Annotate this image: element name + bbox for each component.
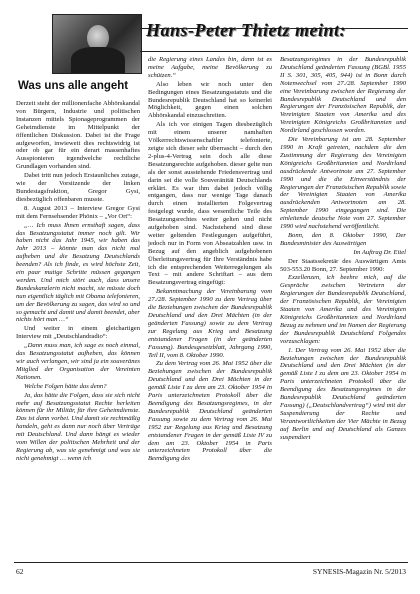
paragraph: Und weiter in einem gleichartigen Interview mit „Deutschlandradio“:	[16, 325, 140, 341]
author-photo-body	[71, 47, 125, 74]
paragraph: Der Staatssekretär des Auswärtigen Amts 503-553.20 Bonn, 27. September 1990:	[280, 257, 406, 273]
quote-paragraph: „Dann muss man, ich sage es noch einmal, das Besatzungsstatut aufheben, das können wir auch verlangen, wir sind ja ein souveränes Mitglied der Organisation der Vereinten Nationen.	[16, 342, 140, 381]
quote-paragraph: die Regierung eines Landes bin, dann ist es meine Aufgabe, meine Bevölkerung zu schützen.“	[148, 56, 272, 79]
column-2	[148, 56, 272, 556]
legal-paragraph: Besatzungsregimes in der Bundesrepublik Deutschland geänderten Fassung (BGBl. 1955 II S. 301, 305, 405, 944) ist in Bonn durch Notenwechsel vom 27./28. September 1990 eine Vereinbarung zwischen der Regierung der Bundesrepublik Deutschland und den Regierungen der Französischen Republik, der Vereinigten Staaten von Amerika und des Vereinigten Königreichs Großbritannien und Nordirland geschlossen worden.	[280, 56, 406, 135]
article-heading: Was uns alle angeht	[18, 80, 129, 92]
legal-paragraph: 1. Der Vertrag vom 26. Mai 1952 über die Beziehungen zwischen der Bundesrepublik Deutschland und den Drei Mächten (in der gemäß Liste I zu dem am 23. Oktober 1954 in Paris unterzeichneten Protokoll über die Beendigung des Besatzungsregimes in der Bundesrepublik Deutschland geänderten Fassung) („Deutschlandvertrag“) wird mit der Suspendierung der Rechte und Verantwortlichkeiten der Vier Mächte in Bezug auf Berlin und auf Deutschland als Ganzes suspendiert	[280, 346, 406, 441]
author-photo	[52, 14, 142, 74]
footer-publication: SYNESIS-Magazin Nr. 5/2013	[312, 567, 406, 576]
paragraph: Als ich vor einigen Tagen diesbezüglich mit einem unserer namhaften Völkerrechtswissenschaftler telefonierte, zeigte sich dieser sehr überrascht – durch den 2-plus-4-Vertrag sein doch alle diese Besatzungsrechte aufgehoben. dieser gelte nun als der sonst ausstehende Friedensvertrag und darin sei die volle Souveränität Deutschlands erklärt. Es war ihm dabei jedoch völlig entgangen, dass nur wenige Tage danach durch einen installierten Folgevertrag festgelegt wurde, dass wesentliche Teile des Besatzungsrechtes weiter gelten und nicht aufgehoben sind. Nachstehend sind diese weiter geltenden Festlegungen aufgeführt, jedoch nur in Form von Abseatzahlen usw. in Bezug auf den angeblich aufgehobenen Überleitungsvertrag für Ihre Verständnis habe ich die entsprechenden Weiterregelungen als Text – mit andere Schriftart – aus dem Besatzungsvertrag eingefügt:	[148, 121, 272, 287]
paragraph: Dabei tritt nun jedoch Erstaunliches zutage, wie der Vorsitzende der linken Bundestagsfraktion, Gregor Gysi, diesbezüglich offenbaren musste.	[16, 172, 140, 203]
paragraph: Derzeit steht der millionenfache Abhörskandal von Bürgern, Industrie und politischen Instanzen mittels Spionageprogrammen der Geheimdienste im Mittelpunkt der öffentlichen Diskussion. Dabei ist die Frage aufgeworfen, inwieweit dies rechtswidrig ist oder ob gar für ein derart massenhaftes Ausspionieren irgendwelche rechtliche Grundlagen vorhanden sind.	[16, 100, 140, 171]
legal-paragraph: Die Vereinbarung ist am 28. September 1990 in Kraft getreten, nachdem die den Zustimmung der Regierung des Vereinigten Königreichs Großbritannien und Nordirland ausdrückende Antwortnote am 27. September 1990 und die die Einverständnis der Regierungen der Französischen Republik sowie der Vereinigten Staaten von Amerika ausdrückenden Antwortnoten am 28. September 1990 eingegangen sind. Die einleitende deutsche Note vom 27. September 1990 wird nachstehend veröffentlicht.	[280, 136, 406, 231]
footer-rule	[14, 562, 408, 563]
quote-paragraph: Welche Folgen hätte das denn?	[24, 382, 107, 390]
author-title: Hans-Peter Thietz meint:	[146, 20, 346, 40]
quote-paragraph: Ja, das hätte die Folgen, dass sie sich nicht mehr auf Besatzungsstatut Rechte herleiten können für ihr Militär, für ihre Geheimdienste. Das ist dann vorbei. Und damit sie rechtmäßig handeln, geht es dann nur noch über Verträge mit Deutschland. Und dann hängt es wieder vom Willen der politischen Mehrheit und der Regierung ab, was sie genehmigt und was sie nicht genehmigt … wenn ich	[16, 391, 140, 462]
legal-paragraph: Bekanntmachung der Vereinbarung vom 27./28. September 1990 zu dem Vertrag über die Beziehungen zwischen der Bundesrepublik Deutschland und den Drei Mächten (in der geänderten Fassung) sowie zu dem Vertrag zur Regelung aus Krieg und Besatzung entstandener Fragen (in der geänderten Fassung). Bundesgesetzblatt, Jahrgang 1990, Teil II, vom 8. Oktober 1990.	[148, 288, 272, 359]
column-3	[280, 56, 406, 556]
signature-line: Im Auftrag Dr. Eitel	[353, 248, 406, 256]
legal-paragraph: Exzellenzen, ich beehre mich, auf die Gespräche zwischen Vertretern der Regierungen der Bundesrepublik Deutschland, der Französischen Republik, der Vereinigten Staaten von Amerika und des Vereinigten Königreichs Großbritannien und Nordirland Bezug zu nehmen und im Namen der Regierung der Bundesrepublik Deutschland Folgendes vorzuschlagen:	[280, 274, 406, 345]
legal-paragraph: Zu dem Vertrag vom 26. Mai 1952 über die Beziehungen zwischen der Bundesrepublik Deutschland und den Drei Mächten in der gemäß Liste I zu dem am 23. Oktober 1954 in Paris unterzeichneten Protokoll über die Beendigung des Besatzungsregimes, in der Bundesrepublik Deutschland geänderten Fassung sowie zu dem Vertrag vom 26. Mai 1952 zur Regelung aus Krieg und Besatzung entstandener Fragen in der gemäß Liste IV zu dem am 23. Oktober 1954 in Paris unterzeichneten Protokoll über die Beendigung des	[148, 360, 272, 463]
column-1	[16, 100, 140, 556]
paragraph: Also leben wir noch unter den Bedingungen eines Besatzungsstatuts und die Bundesrepublik Deutschland hat so keinerlei Möglichkeit, gegen einen solchen Abhörskandal einzuschreiten.	[148, 80, 272, 120]
legal-paragraph: Bonn, den 8. Oktober 1990, Der Bundesminister des Auswärtigen	[280, 231, 406, 247]
paragraph: 8. August 2013 – Interview Gregor Gysi mit dem Fernsehsender Phönix – „Vor Ort“:	[16, 204, 140, 220]
quote-paragraph: „… Ich muss Ihnen ernsthaft sagen, dass das Besatzungsstatut immer noch gilt. Wir haben nicht das Jahr 1945, wir haben das Jahr 2013 – könnte man das nicht mal aufheben und die Besatzung Deutschlands beenden? Als ich finde, es wird höchste Zeit, ein paar mutige Schritte müssen gegangen werden. Und mich stört auch, dass unsere Bundeskanzlerin nicht macht, sie müsste doch nun eigentlich täglich mit Obama telefonieren, um der Bevölkerung zu sagen, das wird so und so gemacht und damit und damit beendet, aber nichts hört man …“	[16, 221, 140, 324]
page-number: 62	[16, 567, 24, 576]
